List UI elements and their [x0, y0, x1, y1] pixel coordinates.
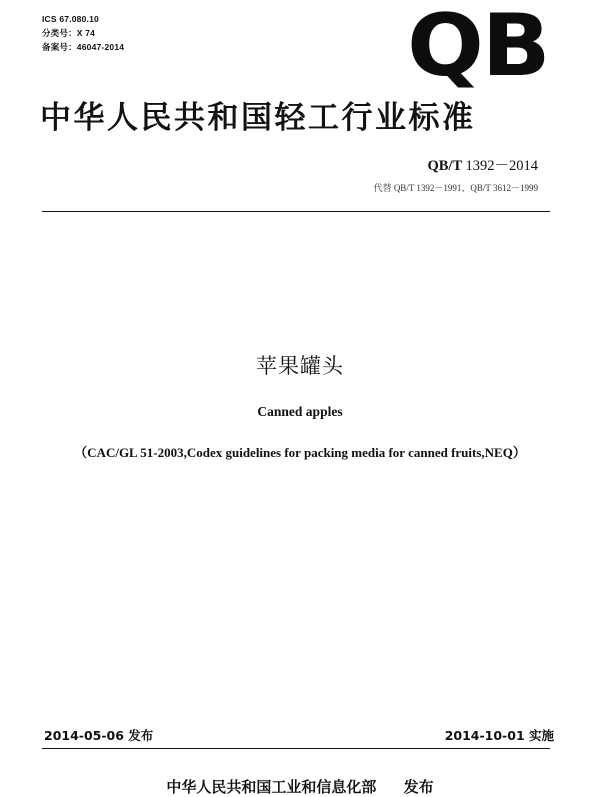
standard-code	[427, 154, 538, 175]
standard-code-prefix: QB/T	[427, 158, 462, 174]
implementation-date: 2014-10-01 实施	[444, 728, 554, 743]
publisher-action: 发布	[403, 778, 434, 796]
reference-standard: （CAC/GL 51-2003,Codex guidelines for packing media for canned fruits,NEQ）	[74, 445, 526, 460]
organization-title: 中华人民共和国轻工行业标准	[40, 100, 476, 136]
header-divider	[42, 211, 550, 212]
qb-logo: QB	[407, 0, 549, 96]
replaces-standards: 代替 QB/T 1392－1991、QB/T 3612－1999	[373, 183, 538, 193]
document-metadata	[42, 12, 124, 54]
record-number: 备案号：46047-2014	[42, 42, 125, 52]
document-title-english: Canned apples	[257, 404, 343, 419]
issue-date: 2014-05-06 发布	[44, 728, 154, 743]
document-title-chinese: 苹果罐头	[256, 354, 344, 378]
publisher	[0, 776, 600, 797]
standard-code-number: 1392－2014	[465, 158, 538, 174]
footer-divider	[42, 748, 550, 749]
ics-code: ICS 67.080.10	[42, 14, 99, 24]
publisher-name: 中华人民共和国工业和信息化部	[166, 778, 377, 796]
classification-number: 分类号：X 74	[42, 28, 96, 38]
